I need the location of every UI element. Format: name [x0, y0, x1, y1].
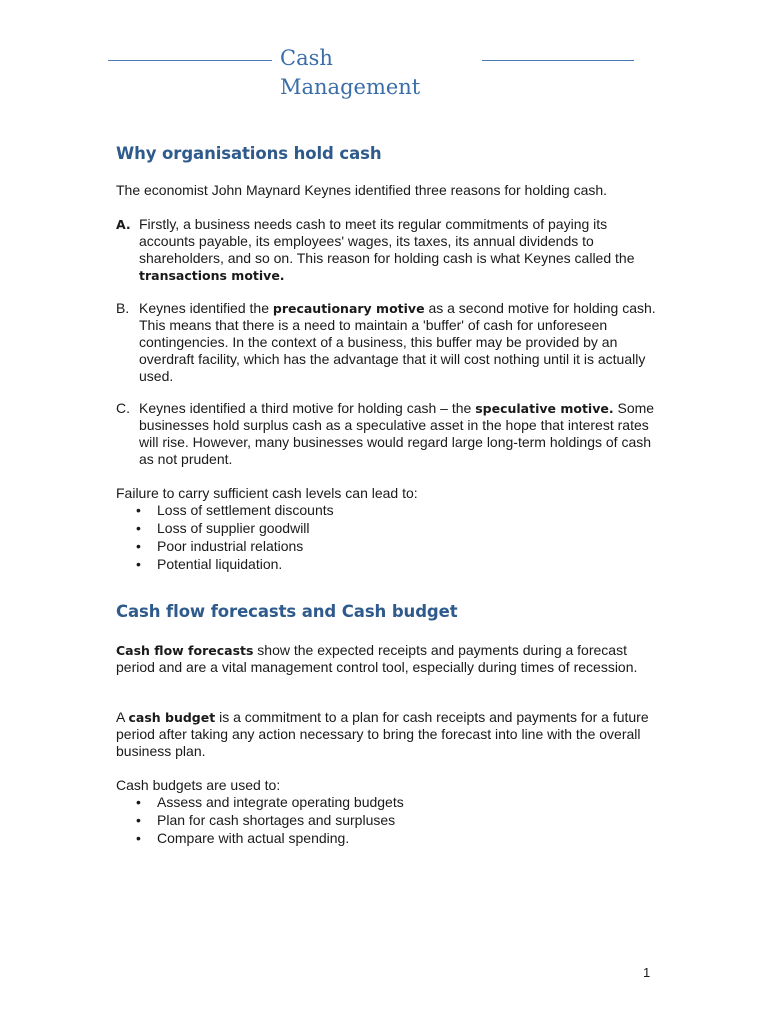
list-item: • Loss of supplier goodwill [136, 520, 310, 536]
title-line-2: Management [280, 75, 421, 99]
section-heading-cash-flow: Cash flow forecasts and Cash budget [116, 602, 458, 621]
intro-paragraph: The economist John Maynard Keynes identified three reasons for holding cash. [116, 182, 608, 198]
item-marker: C. [116, 400, 130, 416]
document-title [280, 44, 470, 102]
term-cash-budget: cash budget [128, 710, 216, 725]
item-text: Firstly, a business needs cash to meet its regular commitments of paying its accounts payable, its employees' wages, its taxes, its annual dividends to shareholders, and so on. This reason for holding cash is what Keynes called the transactions motive. [139, 216, 635, 283]
term-precautionary-motive: precautionary motive [272, 301, 425, 316]
list-item: • Loss of settlement discounts [136, 502, 334, 518]
bullet-icon: • [136, 556, 141, 572]
bullet-icon: • [136, 538, 141, 554]
term-speculative-motive: speculative motive. [475, 401, 614, 416]
list-item: • Assess and integrate operating budgets [136, 794, 404, 810]
bullet-icon: • [136, 830, 141, 846]
list-item-a [116, 216, 656, 284]
bullet-icon: • [136, 812, 141, 828]
bullet-icon: • [136, 520, 141, 536]
item-text: Keynes identified the precautionary motive as a second motive for holding cash. This means that there is a need to maintain a 'buffer' of cash for unforeseen contingencies. In the context of a business, this buffer may be provided by an overdraft facility, which has the advantage that it will cost nothing until it is actually used. [139, 300, 656, 384]
item-marker: B. [116, 300, 130, 316]
list-item-c [116, 400, 656, 468]
bullet-icon: • [136, 794, 141, 810]
list-item: • Plan for cash shortages and surpluses [136, 812, 396, 828]
title-line-1: Cash [280, 46, 333, 70]
cash-flow-forecasts-paragraph: Cash flow forecasts show the expected receipts and payments during a forecast period and are a vital management control tool, especially during times of recession. [116, 642, 638, 675]
item-text: Keynes identified a third motive for holding cash – the speculative motive. Some businesses hold surplus cash as a speculative asset in the hope that interest rates will rise. However, many businesses would regard large long-term holdings of cash as not prudent. [139, 400, 655, 467]
failure-list [116, 501, 636, 573]
title-rule-left [108, 60, 272, 61]
failure-intro: Failure to carry sufficient cash levels can lead to: [116, 485, 418, 501]
section-heading-why-hold-cash: Why organisations hold cash [116, 144, 382, 163]
bullet-icon: • [136, 502, 141, 518]
term-transactions-motive: transactions motive. [139, 268, 285, 283]
uses-intro: Cash budgets are used to: [116, 777, 281, 793]
cash-budget-paragraph: A cash budget is a commitment to a plan for cash receipts and payments for a future period after taking any action necessary to bring the forecast into line with the overall business plan. [116, 709, 649, 759]
uses-list [116, 793, 636, 847]
item-marker: A. [116, 217, 131, 232]
list-item: • Potential liquidation. [136, 556, 283, 572]
term-cash-flow-forecasts: Cash flow forecasts [116, 643, 254, 658]
page-number: 1 [643, 965, 651, 980]
list-item-b [116, 300, 656, 385]
list-item: • Poor industrial relations [136, 538, 304, 554]
title-rule-right [482, 60, 634, 61]
list-item: • Compare with actual spending. [136, 830, 350, 846]
